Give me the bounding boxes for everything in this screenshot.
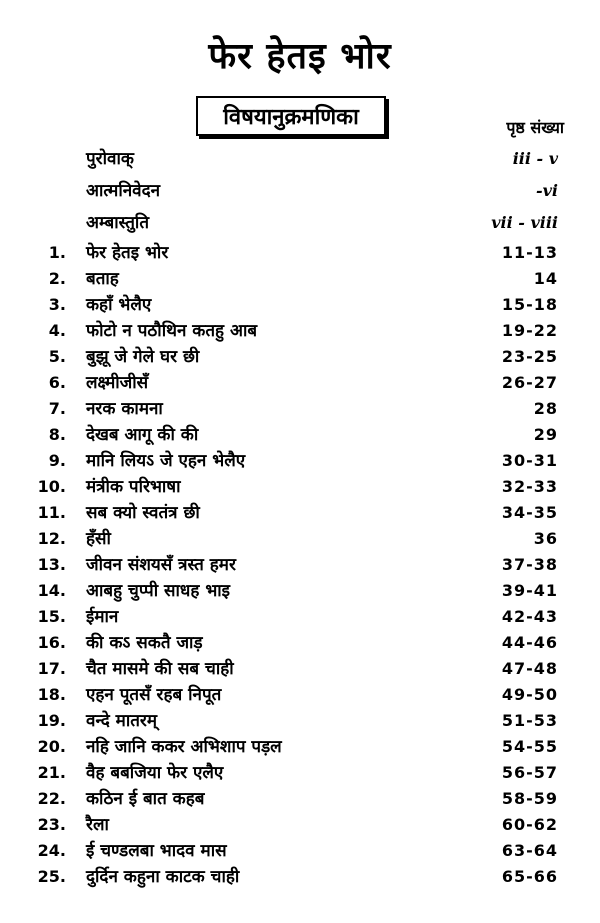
toc-entry	[0, 864, 600, 890]
entry-title: ई चण्डलबा भादव मास	[86, 841, 227, 861]
entry-number: 10.	[37, 477, 66, 496]
toc-entry	[0, 526, 600, 552]
entry-title: कठिन ई बात कहब	[86, 789, 205, 809]
entry-pages: 65-66	[501, 867, 558, 886]
entry-title: नरक कामना	[86, 399, 163, 419]
entry-number: 3.	[48, 295, 66, 314]
book-title: फेर हेतइ भोर	[208, 36, 392, 77]
front-matter-pages: iii - v	[512, 149, 558, 168]
toc-entry	[0, 708, 600, 734]
entry-pages: 11-13	[501, 243, 558, 262]
entry-title: बताह	[86, 269, 119, 289]
entry-number: 20.	[37, 737, 66, 756]
toc-heading-box	[196, 96, 386, 136]
entry-number: 6.	[48, 373, 66, 392]
front-matter-row	[0, 144, 600, 176]
entry-title: वन्दे मातरम्	[86, 711, 158, 731]
entry-number: 22.	[37, 789, 66, 808]
toc-entry	[0, 344, 600, 370]
table-of-contents	[0, 144, 600, 890]
entry-title: आबहु चुप्पी साधह भाइ	[86, 581, 231, 601]
entry-title: मंत्रीक परिभाषा	[86, 477, 181, 497]
toc-heading: विषयानुक्रमणिका	[223, 105, 359, 130]
entry-title: देखब आगू की की	[86, 425, 199, 445]
entry-number: 25.	[37, 867, 66, 886]
entry-number: 11.	[37, 503, 66, 522]
entry-number: 23.	[37, 815, 66, 834]
entry-number: 18.	[37, 685, 66, 704]
entry-title: नहि जानि ककर अभिशाप पड़ल	[86, 737, 282, 757]
entry-title: फोटो न पठौथिन कतहु आब	[86, 321, 258, 341]
page-number-column-header: पृष्ठ संख्या	[506, 118, 564, 137]
front-matter-pages: -vi	[535, 181, 558, 200]
entry-title: कहाँ भेलैए	[86, 295, 152, 315]
entry-number: 15.	[37, 607, 66, 626]
entry-title: हँसी	[86, 529, 111, 549]
entry-pages: 37-38	[501, 555, 558, 574]
toc-entry	[0, 734, 600, 760]
toc-entry	[0, 500, 600, 526]
entry-title: सब क्यो स्वतंत्र छी	[86, 503, 200, 523]
front-matter-row	[0, 176, 600, 208]
toc-entry	[0, 474, 600, 500]
toc-entry	[0, 786, 600, 812]
entry-pages: 29	[533, 425, 558, 444]
front-matter-title: अम्बास्तुति	[86, 213, 150, 233]
entry-pages: 51-53	[501, 711, 558, 730]
entry-pages: 42-43	[501, 607, 558, 626]
entry-number: 16.	[37, 633, 66, 652]
entry-number: 14.	[37, 581, 66, 600]
toc-entry	[0, 318, 600, 344]
entry-pages: 47-48	[501, 659, 558, 678]
entry-number: 21.	[37, 763, 66, 782]
entry-pages: 58-59	[501, 789, 558, 808]
entry-pages: 32-33	[501, 477, 558, 496]
entry-number: 7.	[48, 399, 66, 418]
entry-title: लक्ष्मीजीसँ	[86, 373, 149, 393]
entry-number: 17.	[37, 659, 66, 678]
entry-title: ईमान	[86, 607, 119, 627]
entry-number: 12.	[37, 529, 66, 548]
front-matter-title: आत्मनिवेदन	[86, 181, 161, 201]
front-matter-title: पुरोवाक्	[86, 149, 134, 169]
toc-entry	[0, 682, 600, 708]
entry-title: रैला	[86, 815, 109, 835]
entry-pages: 63-64	[501, 841, 558, 860]
toc-entry	[0, 656, 600, 682]
entry-number: 13.	[37, 555, 66, 574]
entry-pages: 26-27	[501, 373, 558, 392]
entry-title: एहन पूतसँ रहब निपूत	[86, 685, 222, 705]
entry-pages: 60-62	[501, 815, 558, 834]
toc-entry	[0, 292, 600, 318]
toc-entry	[0, 760, 600, 786]
entry-number: 9.	[48, 451, 66, 470]
entry-pages: 30-31	[501, 451, 558, 470]
toc-entry	[0, 240, 600, 266]
toc-entry	[0, 812, 600, 838]
toc-entry	[0, 630, 600, 656]
entry-pages: 39-41	[501, 581, 558, 600]
entry-pages: 34-35	[501, 503, 558, 522]
entry-pages: 44-46	[501, 633, 558, 652]
entry-number: 1.	[48, 243, 66, 262]
entry-title: चैत मासमे की सब चाही	[86, 659, 234, 679]
entry-pages: 56-57	[501, 763, 558, 782]
entry-pages: 28	[533, 399, 558, 418]
entry-pages: 19-22	[501, 321, 558, 340]
entry-title: की कऽ सकतै जाड़	[86, 633, 203, 653]
toc-entry	[0, 448, 600, 474]
entry-title: फेर हेतइ भोर	[86, 243, 169, 263]
entry-pages: 54-55	[501, 737, 558, 756]
entry-number: 19.	[37, 711, 66, 730]
entry-title: जीवन संशयसँ त्रस्त हमर	[86, 555, 236, 575]
entry-pages: 15-18	[501, 295, 558, 314]
entry-number: 8.	[48, 425, 66, 444]
toc-entry	[0, 266, 600, 292]
toc-entry	[0, 838, 600, 864]
entry-pages: 49-50	[501, 685, 558, 704]
entry-title: दुर्दिन कहुना काटक चाही	[86, 867, 240, 887]
toc-entry	[0, 370, 600, 396]
toc-entry	[0, 396, 600, 422]
entry-pages: 23-25	[501, 347, 558, 366]
toc-entry	[0, 604, 600, 630]
entry-title: मानि लियऽ जे एहन भेलैए	[86, 451, 246, 471]
front-matter-pages: vii - viii	[491, 213, 558, 232]
entry-pages: 14	[533, 269, 558, 288]
entry-pages: 36	[533, 529, 558, 548]
entry-title: वैह बबजिया फेर एलैए	[86, 763, 224, 783]
toc-entry	[0, 552, 600, 578]
entry-number: 4.	[48, 321, 66, 340]
front-matter-row	[0, 208, 600, 240]
entry-number: 5.	[48, 347, 66, 366]
toc-entry	[0, 422, 600, 448]
entry-number: 24.	[37, 841, 66, 860]
toc-entry	[0, 578, 600, 604]
entry-number: 2.	[48, 269, 66, 288]
entry-title: बुझू जे गेले घर छी	[86, 347, 200, 367]
